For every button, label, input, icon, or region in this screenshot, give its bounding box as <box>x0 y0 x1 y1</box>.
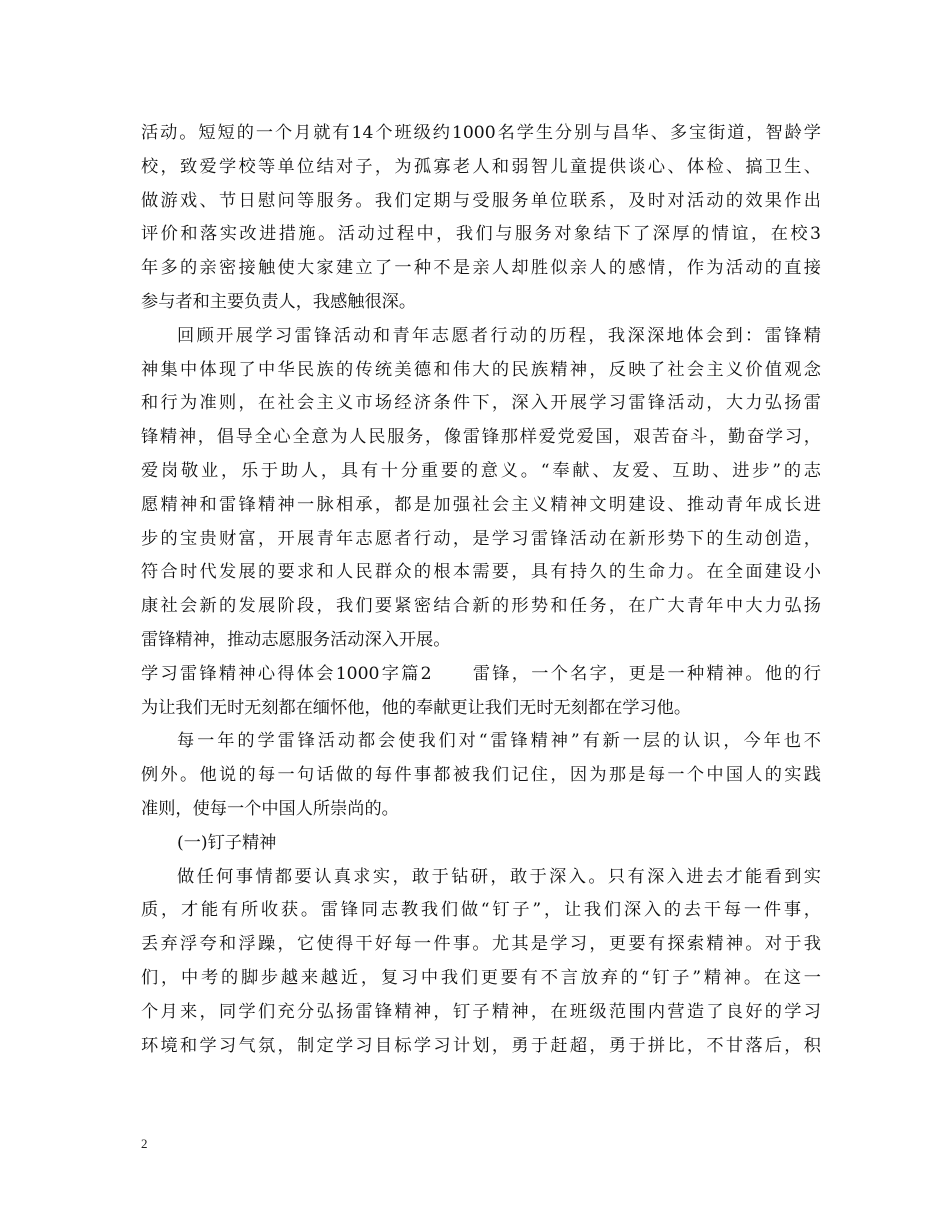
text-line: 雷锋精神，推动志愿服务活动深入开展。 <box>141 629 451 650</box>
text-line: 参与者和主要负责人，我感触很深。 <box>141 291 417 312</box>
text-line: 回顾开展学习雷锋活动和青年志愿者行动的历程，我深深地体会到：雷锋精 <box>177 325 821 346</box>
text-line: 康社会新的发展阶段，我们要紧密结合新的形势和任务，在广大青年中大力弘扬 <box>141 596 821 617</box>
text-line: 愿精神和雷锋精神一脉相承，都是加强社会主义精神文明建设、推动青年成长进 <box>141 494 821 515</box>
text-line: 做任何事情都要认真求实，敢于钻研，敢于深入。只有深入进去才能看到实 <box>177 866 821 887</box>
text-line: 和行为准则，在社会主义市场经济条件下，深入开展学习雷锋活动，大力弘扬雷 <box>141 393 821 414</box>
text-line: 步的宝贵财富，开展青年志愿者行动，是学习雷锋活动在新形势下的生动创造， <box>141 528 821 549</box>
text-line: 质，才能有所收获。雷锋同志教我们做“钉子”，让我们深入的去干每一件事， <box>141 900 821 921</box>
text-line: 年多的亲密接触使大家建立了一种不是亲人却胜似亲人的感情，作为活动的直接 <box>141 258 821 279</box>
text-line: 爱岗敬业，乐于助人，具有十分重要的意义。“奉献、友爱、互助、进步”的志 <box>141 460 821 481</box>
text-line: 个月来，同学们充分弘扬雷锋精神，钉子精神，在班级范围内营造了良好的学习 <box>141 1001 821 1022</box>
text-line: 环境和学习气氛，制定学习目标学习计划，勇于赶超，勇于拼比，不甘落后，积 <box>141 1035 821 1056</box>
text-line: 符合时代发展的要求和人民群众的根本需要，具有持久的生命力。在全面建设小 <box>141 562 821 583</box>
text-line: 每一年的学雷锋活动都会使我们对“雷锋精神”有新一层的认识，今年也不 <box>177 731 821 752</box>
text-line: 为让我们无时无刻都在缅怀他，他的奉献更让我们无时无刻都在学习他。 <box>141 697 692 718</box>
text-line: 校，致爱学校等单位结对子，为孤寡老人和弱智儿童提供谈心、体检、搞卫生、 <box>141 156 821 177</box>
document-body <box>141 117 821 1063</box>
text-line: 们，中考的脚步越来越近，复习中我们更要有不言放弃的“钉子”精神。在这一 <box>141 967 821 988</box>
subheading: (一)钉子精神 <box>177 832 277 853</box>
text-line: 锋精神，倡导全心全意为人民服务，像雷锋那样爱党爱国，艰苦奋斗，勤奋学习， <box>141 427 821 448</box>
text-line: 神集中体现了中华民族的传统美德和伟大的民族精神，反映了社会主义价值观念 <box>141 359 821 380</box>
text-line: 准则，使每一个中国人所崇尚的。 <box>141 798 399 819</box>
text-line: 活动。短短的一个月就有14个班级约1000名学生分别与昌华、多宝街道，智龄学 <box>141 123 821 143</box>
text-line: 做游戏、节日慰问等服务。我们定期与受服务单位联系，及时对活动的效果作出 <box>141 190 821 211</box>
text-line: 例外。他说的每一句话做的每件事都被我们记住，因为那是每一个中国人的实践 <box>141 765 821 786</box>
text-line: 丢弃浮夸和浮躁，它使得干好每一件事。尤其是学习，更要有探索精神。对于我 <box>141 934 821 955</box>
section-heading-line: 学习雷锋精神心得体会1000字篇2 雷锋，一个名字，更是一种精神。他的行 <box>141 663 821 684</box>
text-line: 评价和落实改进措施。活动过程中，我们与服务对象结下了深厚的情谊，在校3 <box>141 224 821 245</box>
page-number: 2 <box>141 1136 148 1151</box>
